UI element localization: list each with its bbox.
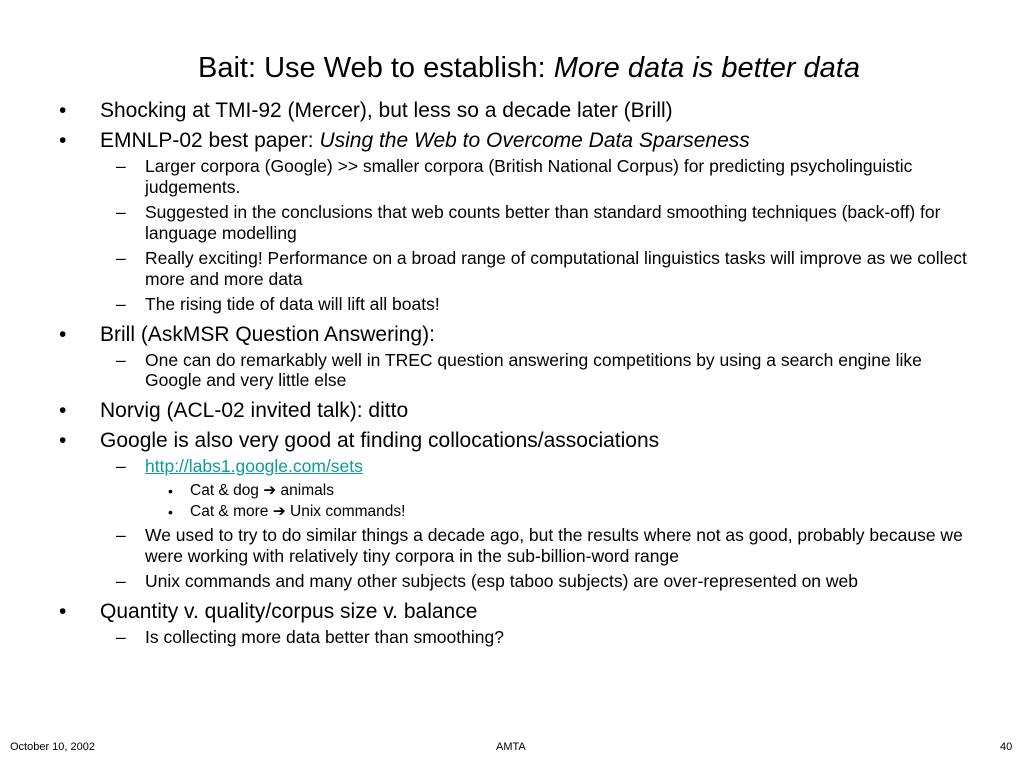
sub-text: The rising tide of data will lift all boats! [145, 294, 440, 314]
bullet-emnlp [0, 126, 1024, 156]
sub-text [145, 456, 975, 477]
slide-title [0, 50, 1024, 86]
bullet-text: Norvig (ACL-02 invited talk): ditto [100, 398, 409, 422]
sub-marker: – [116, 455, 126, 476]
l3-bullet-cat-dog [0, 481, 1024, 502]
sub-bullet-corpora [0, 156, 1024, 197]
sub-text: Suggested in the conclusions that web counts better than standard smoothing techniques (back-off) for language modelling [145, 202, 941, 243]
sub-marker: – [116, 202, 126, 222]
sub-marker: – [116, 156, 126, 176]
sub-text: Unix commands and many other subjects (esp taboo subjects) are over-represented on web [145, 571, 859, 591]
sub-marker: – [116, 525, 126, 545]
sub-bullet-smoothing [0, 202, 1024, 243]
title-plain: Bait: Use Web to establish: [198, 52, 554, 84]
bullet-tmi92 [0, 96, 1024, 126]
bullet-marker: • [59, 129, 67, 152]
l3-text-a: Cat & dog [190, 482, 264, 499]
bullet-marker: • [59, 599, 67, 623]
bullet-text: Quantity v. quality/corpus size v. balance [100, 599, 478, 623]
l3-marker: • [168, 504, 173, 520]
google-sets-link[interactable]: http://labs1.google.com/sets [145, 455, 363, 476]
sub-bullet-smoothing-question [0, 627, 1024, 648]
sub-bullet-exciting [0, 248, 1024, 289]
sub-marker: – [116, 349, 126, 370]
l3-text-a: Cat & more [190, 503, 273, 520]
sub-bullet-trec [0, 350, 1024, 391]
sub-text: Really exciting! Performance on a broad range of computational linguistics tasks will improve as we collect more and more data [145, 248, 967, 289]
bullet-text: Shocking at TMI-92 (Mercer), but less so a decade later (Brill) [100, 99, 673, 122]
bullet-text: Google is also very good at finding collocations/associations [100, 428, 660, 452]
footer-center: AMTA [496, 741, 526, 753]
bullet-norvig [0, 396, 1024, 426]
slide-body [0, 96, 1024, 652]
sub-bullet-decade-ago [0, 525, 1024, 566]
l3-marker: • [168, 483, 173, 499]
sub-marker: – [116, 294, 126, 314]
l3-text [190, 502, 405, 522]
bullet-marker: • [59, 398, 67, 422]
emnlp-label: EMNLP-02 best paper: [100, 129, 320, 152]
l3-text [190, 481, 334, 501]
paper-title: Using the Web to Overcome Data Sparseness [319, 129, 750, 152]
sub-marker: – [116, 248, 126, 268]
sub-text: Is collecting more data better than smoothing? [145, 626, 504, 647]
sub-marker: – [116, 571, 126, 591]
arrow-right-icon: ➔ [272, 503, 286, 520]
sub-bullet-unix [0, 571, 1024, 592]
bullet-text [100, 126, 750, 156]
l3-bullet-cat-more [0, 502, 1024, 525]
footer-date: October 10, 2002 [10, 741, 96, 753]
bullet-text: Brill (AskMSR Question Answering): [100, 322, 435, 346]
sub-marker: – [116, 626, 126, 647]
bullet-quantity [0, 597, 1024, 627]
bullet-marker: • [59, 99, 67, 122]
l3-text-b: Unix commands! [285, 503, 406, 520]
title-italic: More data is better data [553, 52, 860, 84]
sub-bullet-tide [0, 294, 1024, 315]
sub-text: Larger corpora (Google) >> smaller corpora (British National Corpus) for predicting psycholinguistic judgements. [145, 156, 913, 197]
sub-text: One can do remarkably well in TREC question answering competitions by using a search engine like Google and very little else [145, 349, 922, 390]
footer-page-number: 40 [1000, 741, 1013, 753]
l3-text-b: animals [276, 482, 334, 499]
bullet-google [0, 426, 1024, 456]
sub-text: We used to try to do similar things a decade ago, but the results where not as good, probably because we were working with relatively tiny corpora in the sub-billion-word range [145, 525, 963, 566]
bullet-marker: • [59, 322, 67, 346]
sub-bullet-sets-link [0, 456, 1024, 477]
bullet-brill [0, 320, 1024, 350]
arrow-right-icon: ➔ [263, 482, 277, 499]
bullet-marker: • [59, 428, 67, 452]
